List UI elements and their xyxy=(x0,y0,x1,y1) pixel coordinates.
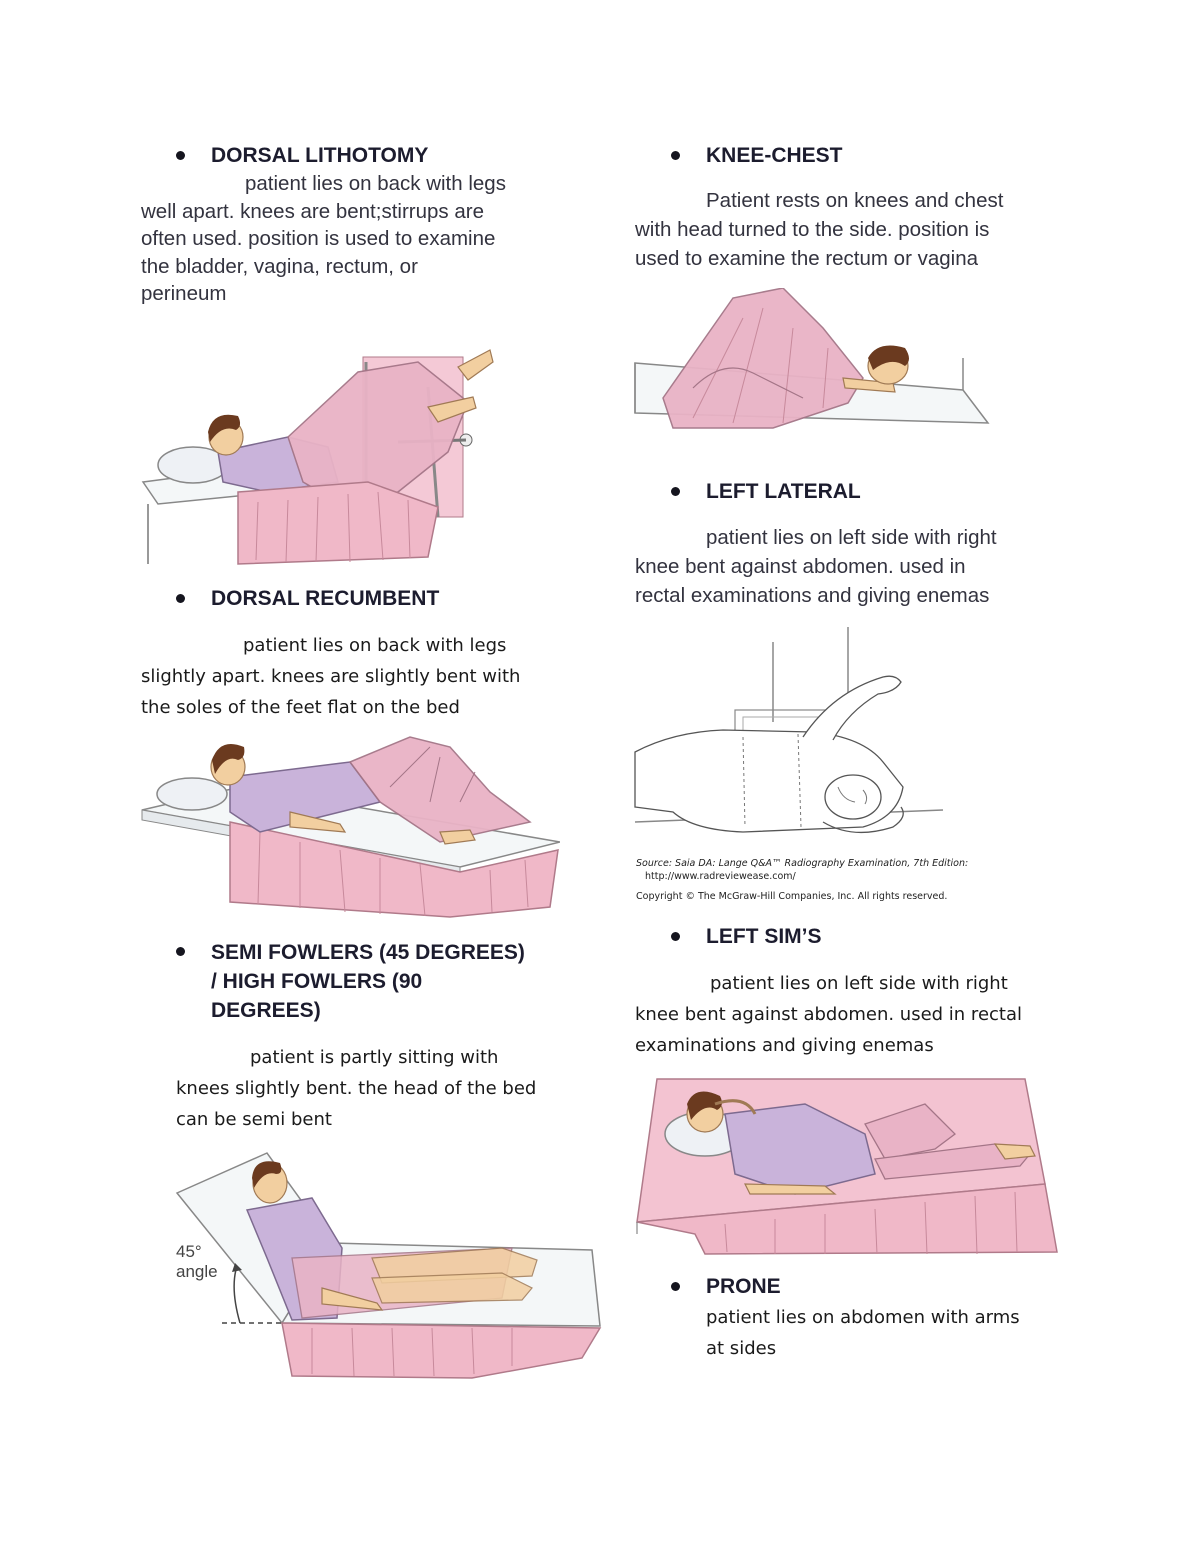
angle-label xyxy=(176,1242,218,1282)
section-title: LEFT LATERAL xyxy=(706,480,861,503)
bullet-icon xyxy=(671,487,680,496)
angle-value: 45° xyxy=(176,1242,202,1261)
section-title xyxy=(211,938,591,1025)
desc-line: slightly apart. knees are slightly bent with xyxy=(141,666,521,687)
angle-word: angle xyxy=(176,1262,218,1281)
desc-line: knees slightly bent. the head of the bed xyxy=(176,1078,537,1099)
section-title: DORSAL RECUMBENT xyxy=(211,587,440,610)
section-description xyxy=(176,1042,596,1135)
desc-line: at sides xyxy=(706,1338,777,1359)
desc-line: Patient rests on knees and chest xyxy=(706,189,1004,212)
desc-line: patient is partly sitting with xyxy=(250,1047,499,1068)
desc-line: used to examine the rectum or vagina xyxy=(635,247,978,270)
desc-line: can be semi bent xyxy=(176,1109,332,1130)
section-description xyxy=(635,968,1075,1061)
desc-line: examinations and giving enemas xyxy=(635,1035,934,1056)
section-description xyxy=(706,1302,1086,1364)
bullet-icon xyxy=(671,932,680,941)
section-title: KNEE-CHEST xyxy=(706,144,843,167)
dorsal-lithotomy-illustration xyxy=(138,342,498,567)
desc-line: patient lies on back with legs xyxy=(243,635,507,656)
desc-line: rectal examinations and giving enemas xyxy=(635,584,990,607)
desc-line: knee bent against abdomen. used in xyxy=(635,555,966,578)
bullet-icon xyxy=(671,1282,680,1291)
desc-line: perineum xyxy=(141,282,227,305)
desc-line: patient lies on back with legs xyxy=(245,172,506,195)
title-line: DEGREES) xyxy=(211,999,321,1022)
desc-line: often used. position is used to examine xyxy=(141,227,496,250)
desc-line: well apart. knees are bent;stirrups are xyxy=(141,199,484,223)
section-description xyxy=(141,630,601,723)
desc-line: patient lies on left side with right xyxy=(706,526,997,549)
bullet-icon xyxy=(671,151,680,160)
desc-line: the bladder, vagina, rectum, or xyxy=(141,254,418,278)
left-sims-illustration xyxy=(635,1074,1060,1256)
bullet-icon xyxy=(176,594,185,603)
section-description xyxy=(141,170,581,308)
section-title: PRONE xyxy=(706,1275,781,1298)
semi-fowlers-illustration xyxy=(172,1148,604,1383)
bullet-icon xyxy=(176,947,185,956)
desc-line: patient lies on abdomen with arms xyxy=(706,1307,1020,1328)
desc-line: patient lies on left side with right xyxy=(710,973,1008,994)
desc-line: with head turned to the side. position is xyxy=(635,218,990,241)
copyright-note: Copyright © The McGraw-Hill Companies, Inc. All rights reserved. xyxy=(636,891,948,902)
section-description xyxy=(635,523,1075,610)
source-note: Source: Saia DA: Lange Q&A™ Radiography Examination, 7th Edition: xyxy=(636,858,969,869)
dorsal-recumbent-illustration xyxy=(140,732,560,922)
left-lateral-illustration xyxy=(633,622,953,854)
title-line: SEMI FOWLERS (45 DEGREES) xyxy=(211,941,525,964)
title-line: / HIGH FOWLERS (90 xyxy=(211,970,423,993)
source-url: http://www.radreviewease.com/ xyxy=(645,871,796,882)
desc-line: the soles of the feet flat on the bed xyxy=(141,697,460,718)
bullet-icon xyxy=(176,151,185,160)
desc-line: knee bent against abdomen. used in rectal xyxy=(635,1004,1022,1025)
section-title: DORSAL LITHOTOMY xyxy=(211,144,429,167)
knee-chest-illustration xyxy=(633,288,993,433)
section-title: LEFT SIM’S xyxy=(706,925,822,948)
section-description xyxy=(635,186,1075,273)
